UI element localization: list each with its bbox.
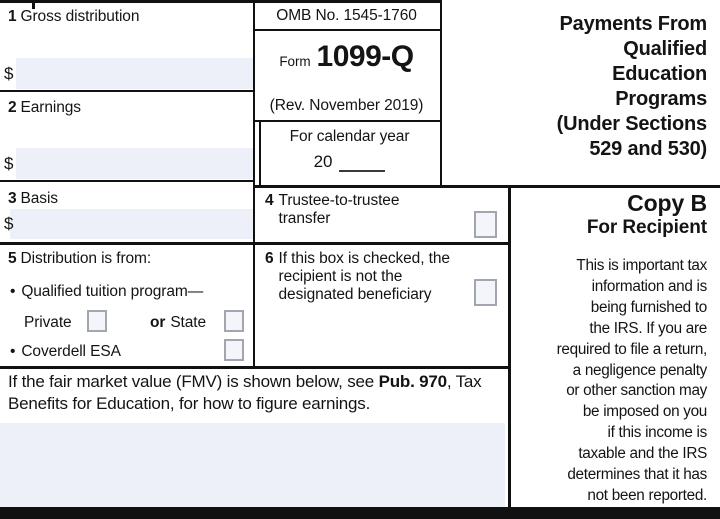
fmv-top-border [0, 366, 511, 369]
box2-label: 2 Earnings [8, 99, 81, 116]
earnings-amount-field[interactable] [16, 148, 253, 179]
copy-sublabel: For Recipient [586, 217, 707, 238]
bottom-bar [0, 507, 720, 519]
basis-amount-field[interactable] [10, 209, 253, 239]
form-revision: (Rev. November 2019) [269, 97, 424, 114]
box3-number: 3 [8, 190, 17, 207]
box6-number: 6 [265, 250, 274, 267]
box4-number: 4 [265, 192, 274, 209]
omb-number: OMB No. 1545-1760 [276, 7, 417, 24]
coverdell-checkbox[interactable] [224, 339, 244, 361]
bullet-icon: • [10, 343, 16, 360]
box1-label: 1 Gross distribution [8, 8, 140, 25]
calendar-year-label: For calendar year [289, 128, 410, 145]
not-designated-beneficiary-checkbox[interactable] [474, 279, 497, 306]
form-title [253, 40, 440, 74]
box2-number: 2 [8, 99, 17, 116]
row4-top-border [253, 185, 720, 188]
top-border [0, 0, 442, 3]
box5-or-state-label: or State [150, 314, 207, 331]
box5-qtp-option: • Qualified tuition program— [10, 283, 204, 300]
fmv-entry-field[interactable] [0, 423, 505, 507]
box2-dollar-sign: $ [4, 154, 14, 173]
trustee-transfer-checkbox[interactable] [474, 211, 497, 238]
year-prefix: 20 [313, 152, 333, 171]
box3-label: 3 Basis [8, 190, 58, 207]
box1-bottom-border [0, 90, 255, 92]
recipient-notice: This is important tax information and is being furnished to the IRS. If you are required to file a return, a negligence penalty or other sanction may be imposed on you if this income is taxable and the IRS determines that it has not been reported. [556, 257, 707, 504]
form-main-title: Payments From Qualified Education Programs (Under Sections 529 and 530) [556, 13, 707, 160]
state-checkbox[interactable] [224, 310, 244, 332]
box5-private-label: Private [24, 314, 72, 331]
private-checkbox[interactable] [87, 310, 107, 332]
box1-dollar-sign: $ [4, 64, 14, 83]
box5-coverdell-option: • Coverdell ESA [10, 343, 121, 360]
box3-dollar-sign: $ [4, 214, 14, 233]
year-input-blank[interactable] [339, 151, 385, 172]
box1-number: 1 [8, 8, 17, 25]
copy-label: Copy B [627, 190, 707, 216]
box5-label: 5 Distribution is from: [8, 250, 152, 267]
box2-bottom-border [0, 180, 255, 182]
box5-number: 5 [8, 250, 17, 267]
calendar-year-row [259, 151, 440, 172]
rev-bottom-border [253, 120, 442, 122]
box6-label: 6 If this box is checked, the recipient is not the designated beneficiary [265, 250, 450, 303]
fmv-instruction: If the fair market value (FMV) is shown below, see Pub. 970, Tax Benefits for Education, for how to figure earnings. [8, 372, 482, 413]
mid-row-border [0, 242, 511, 245]
box4-label: 4 Trustee-to-trustee transfer [265, 192, 400, 227]
omb-bottom-border [253, 29, 442, 31]
form-number: 1099-Q [316, 40, 414, 73]
pub-970-reference: Pub. 970 [378, 372, 447, 391]
bullet-icon: • [10, 283, 16, 300]
gross-distribution-amount-field[interactable] [16, 58, 253, 89]
form-word: Form [279, 54, 311, 69]
